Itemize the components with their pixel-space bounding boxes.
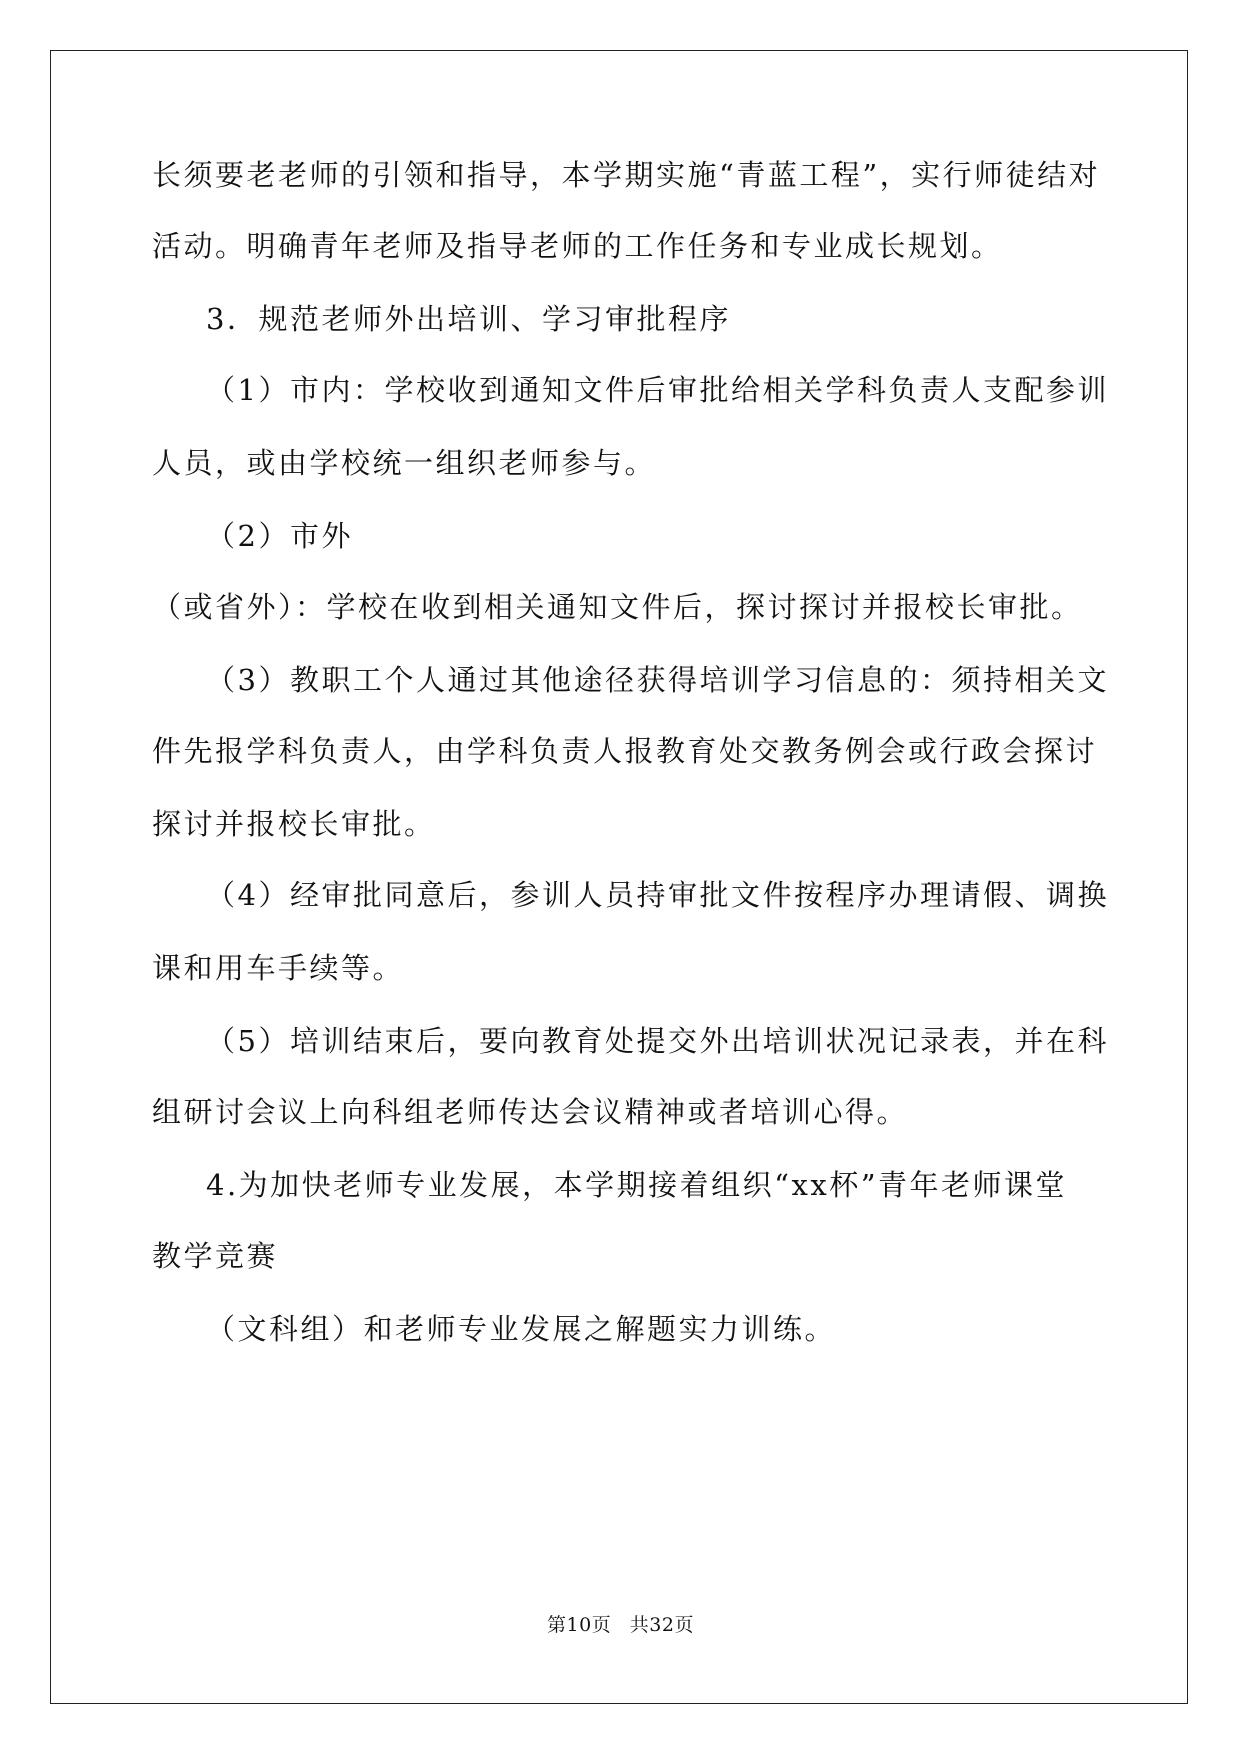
text-line: 长须要老老师的引领和指导，本学期实施“青蓝工程”，实行师徒结对 bbox=[152, 158, 1101, 192]
page-footer bbox=[0, 1612, 1241, 1638]
text-line: （1）市内：学校收到通知文件后审批给相关学科负责人支配参训 bbox=[206, 373, 1109, 407]
text-line: 课和用车手续等。 bbox=[152, 951, 405, 985]
text-line: 活动。明确青年老师及指导老师的工作任务和专业成长规划。 bbox=[152, 229, 1003, 263]
text-line: （5）培训结束后，要向教育处提交外出培训状况记录表，并在科 bbox=[206, 1024, 1109, 1058]
section-heading: 3．规范老师外出培训、学习审批程序 bbox=[206, 302, 731, 336]
section-heading: 4.为加快老师专业发展，本学期接着组织“xx杯”青年老师课堂 bbox=[206, 1168, 1068, 1202]
text-line: 教学竞赛 bbox=[152, 1239, 279, 1273]
text-line: （文科组）和老师专业发展之解题实力训练。 bbox=[206, 1312, 837, 1346]
page-number: 第10页 bbox=[547, 1614, 612, 1636]
text-line: 探讨并报校长审批。 bbox=[152, 807, 436, 841]
text-line: 人员，或由学校统一组织老师参与。 bbox=[152, 446, 657, 480]
page-total: 共32页 bbox=[629, 1614, 694, 1636]
text-line: 件先报学科负责人，由学科负责人报教育处交教务例会或行政会探讨 bbox=[152, 734, 1098, 768]
text-line: （3）教职工个人通过其他途径获得培训学习信息的：须持相关文 bbox=[206, 663, 1109, 697]
text-line: （4）经审批同意后，参训人员持审批文件按程序办理请假、调换 bbox=[206, 878, 1109, 912]
text-line: （2）市外 bbox=[206, 519, 353, 553]
text-line: （或省外）：学校在收到相关通知文件后，探讨探讨并报校长审批。 bbox=[152, 590, 1083, 624]
text-line: 组研讨会议上向科组老师传达会议精神或者培训心得。 bbox=[152, 1095, 909, 1129]
